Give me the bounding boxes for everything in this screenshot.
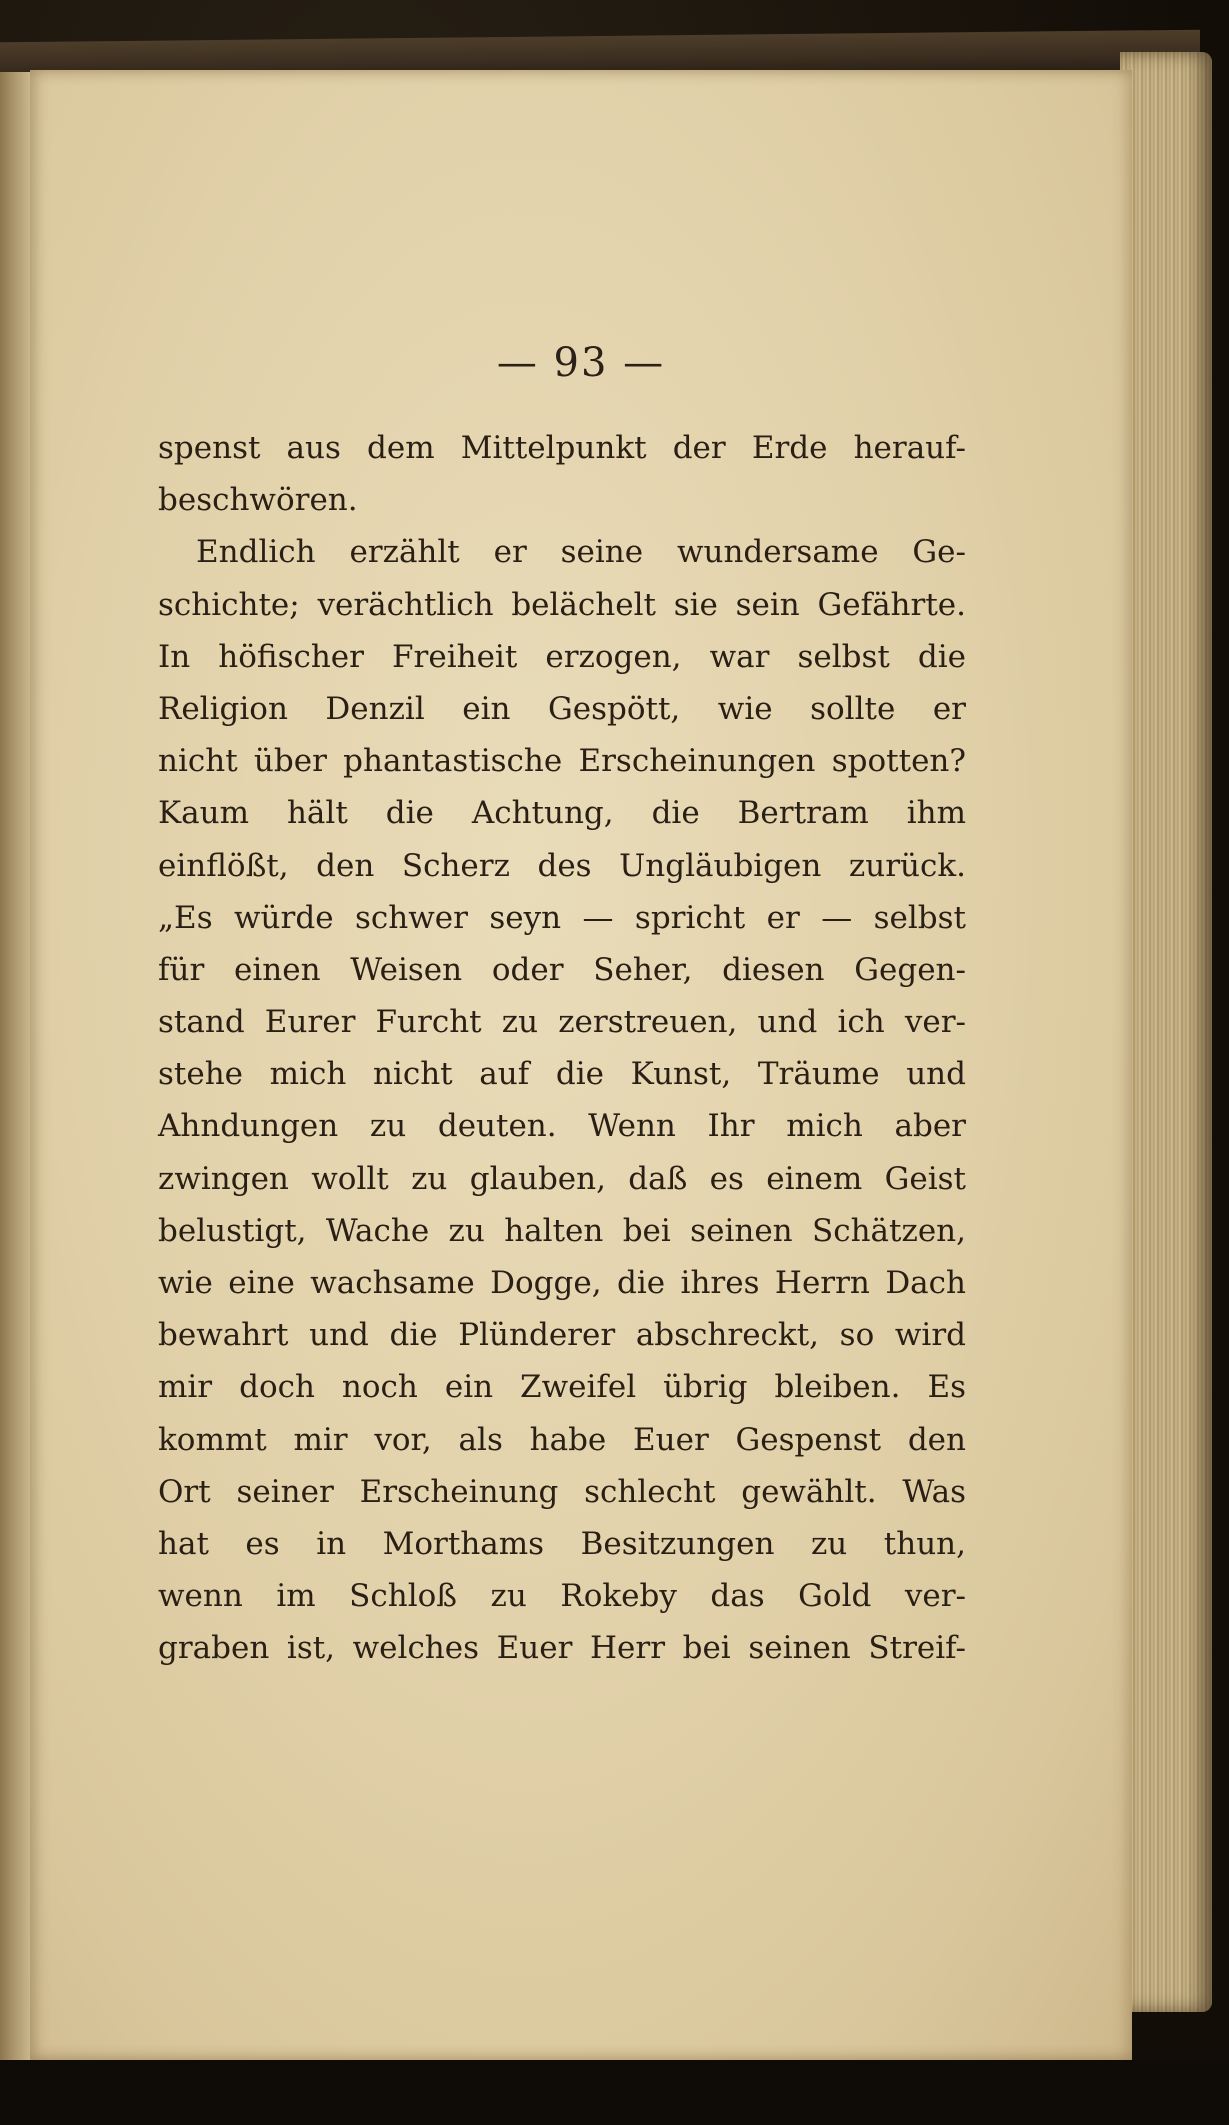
text-line: kommt mir vor, als habe Euer Gespenst den — [158, 1421, 966, 1458]
book-page — [30, 70, 1132, 2060]
text-line: zwingen wollt zu glauben, daß es einem Geist — [158, 1160, 966, 1197]
text-line: wenn im Schloß zu Rokeby das Gold ver- — [158, 1578, 966, 1615]
page-number: — 93 — — [496, 340, 666, 386]
text-line: schichte; verächtlich belächelt sie sein Gefährte. — [158, 586, 966, 623]
text-line: mir doch noch ein Zweifel übrig bleiben. Es — [158, 1369, 966, 1406]
text-line: bewahrt und die Plünderer abschreckt, so wird — [158, 1317, 966, 1354]
page-stack-edge — [1120, 52, 1212, 2012]
text-line: für einen Weisen oder Seher, diesen Gegen- — [158, 951, 966, 988]
text-line: Religion Denzil ein Gespött, wie sollte er — [158, 690, 966, 727]
text-line: belustigt, Wache zu halten bei seinen Schätzen, — [158, 1212, 966, 1249]
body-text — [158, 422, 966, 1675]
text-line: stand Eurer Furcht zu zerstreuen, und ich ver- — [158, 1004, 966, 1041]
text-line: stehe mich nicht auf die Kunst, Träume und — [158, 1056, 966, 1093]
text-line: nicht über phantastische Erscheinungen spotten? — [158, 743, 966, 780]
scan-bottom-shadow — [0, 2060, 1229, 2125]
text-line: wie eine wachsame Dogge, die ihres Herrn Dach — [158, 1265, 966, 1301]
text-line: Ort seiner Erscheinung schlecht gewählt. Was — [158, 1473, 966, 1510]
text-line: „Es würde schwer seyn — spricht er — selbst — [158, 899, 966, 936]
text-line: In höfischer Freiheit erzogen, war selbst die — [158, 638, 966, 675]
text-line: Kaum hält die Achtung, die Bertram ihm — [158, 795, 966, 832]
text-line: einflößt, den Scherz des Ungläubigen zurück. — [158, 847, 966, 884]
gutter-edge — [0, 72, 34, 2082]
text-line: hat es in Morthams Besitzungen zu thun, — [158, 1525, 966, 1562]
text-line: Ahndungen zu deuten. Wenn Ihr mich aber — [158, 1108, 966, 1145]
text-line: Endlich erzählt er seine wundersame Ge- — [196, 534, 966, 571]
text-line: spenst aus dem Mittelpunkt der Erde herauf- — [158, 430, 966, 466]
text-line: graben ist, welches Euer Herr bei seinen Streif- — [158, 1630, 966, 1667]
text-line: beschwören. — [158, 482, 358, 519]
